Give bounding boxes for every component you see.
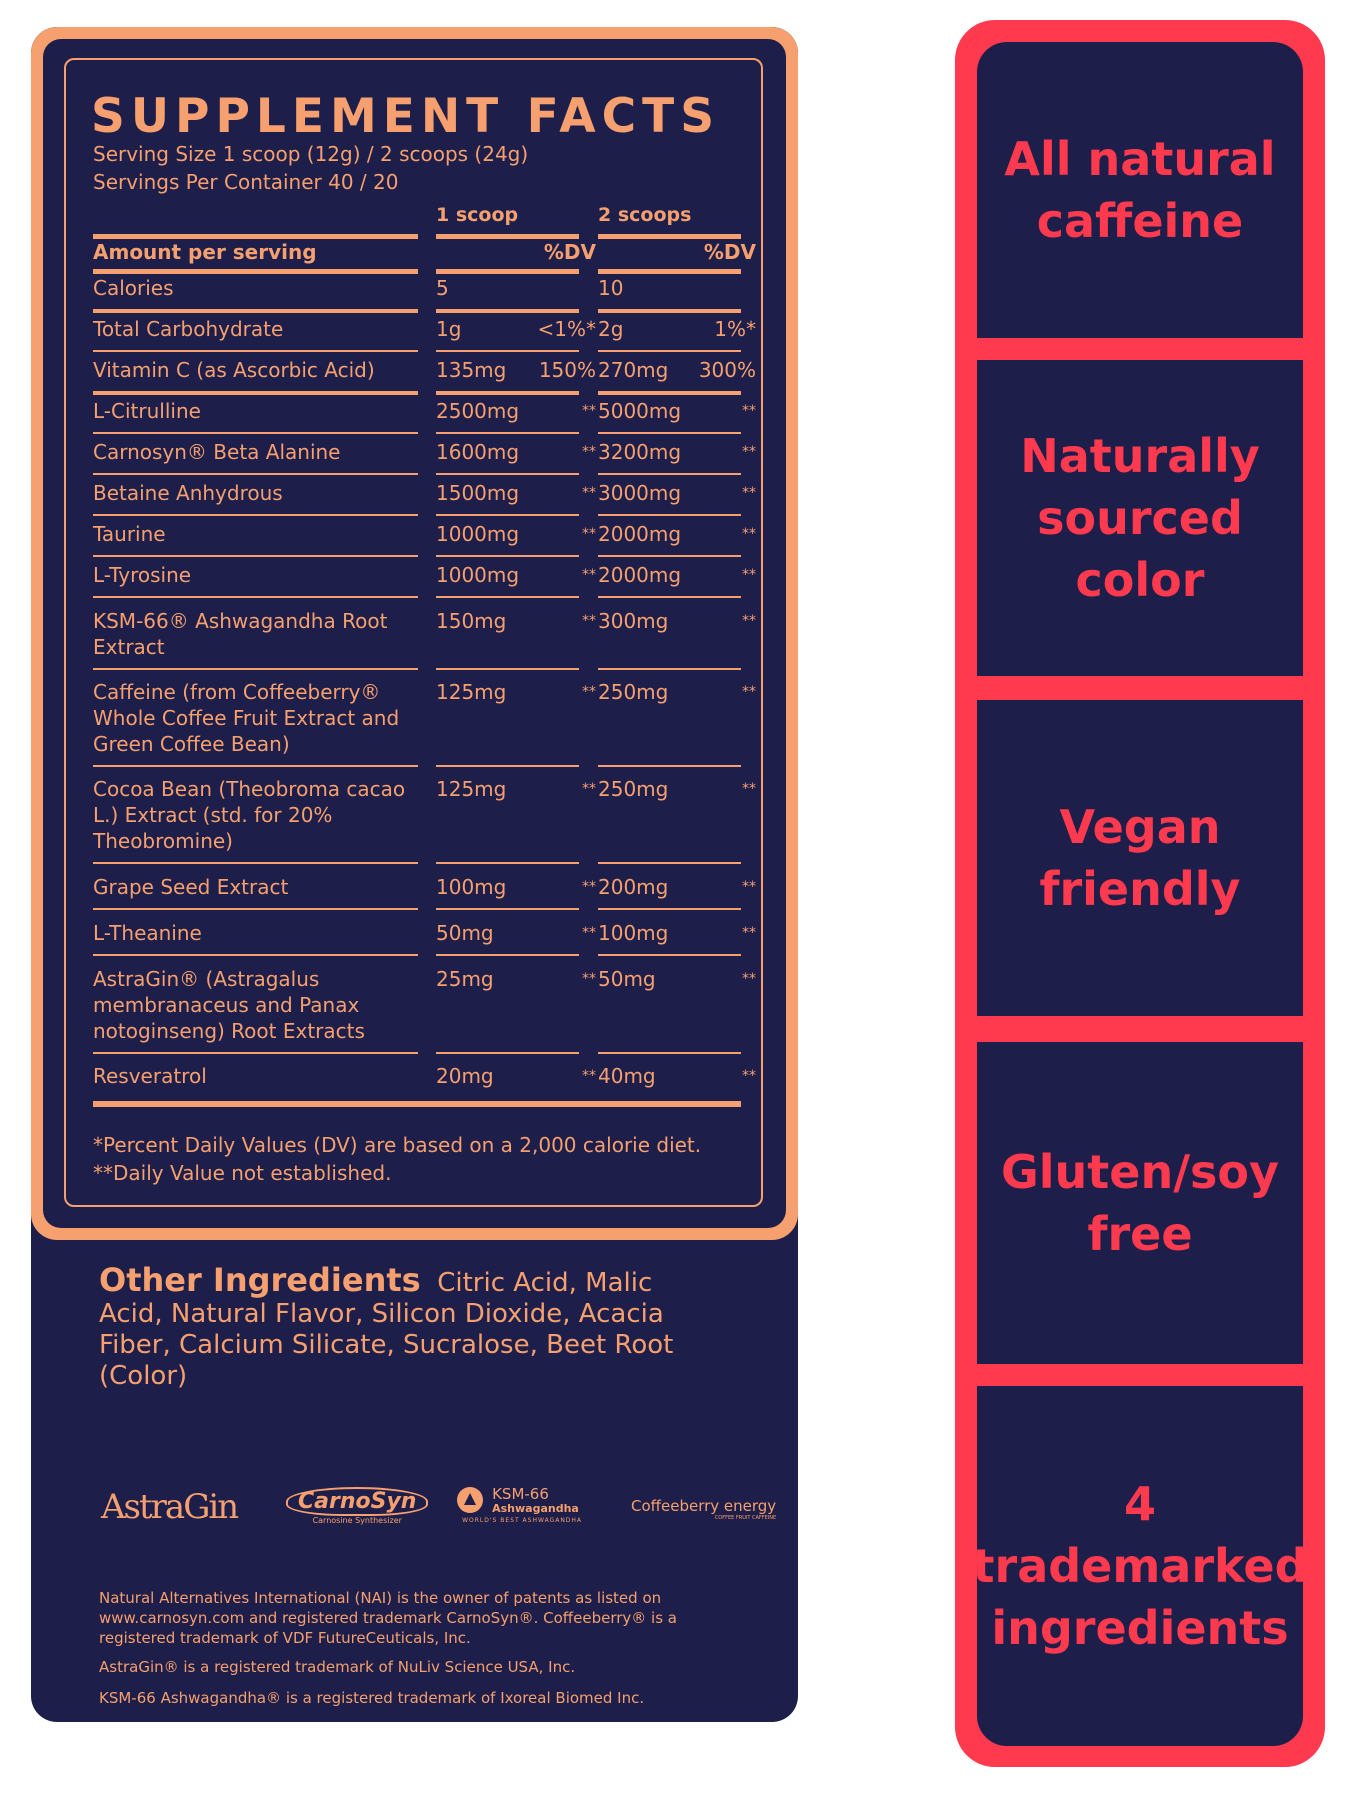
amount-1-scoop: 1g	[436, 317, 462, 341]
amount-1-scoop: 125mg	[436, 680, 507, 704]
row-divider	[598, 908, 741, 910]
amount-2-scoops: 10	[598, 276, 624, 300]
other-ingredients-title: Other Ingredients	[99, 1261, 421, 1299]
ksm66-line1: KSM-66	[492, 1485, 549, 1503]
row-divider	[436, 350, 579, 352]
ksm66-line2: Ashwagandha	[492, 1502, 579, 1515]
row-divider	[436, 862, 579, 864]
divider-thick	[436, 269, 579, 274]
row-divider	[598, 391, 741, 395]
other-ingredients	[99, 1261, 719, 1392]
dv-1-scoop: **	[582, 925, 596, 941]
row-divider	[436, 765, 579, 767]
supplement-label-panel	[31, 27, 798, 1722]
amount-2-scoops: 40mg	[598, 1064, 656, 1088]
badge-natural-caffeine	[977, 42, 1303, 338]
nutrient-name: Caffeine (from Coffeeberry® Whole Coffee Fruit Extract and Green Coffee Bean)	[93, 680, 400, 756]
carnosyn-logo	[286, 1487, 428, 1525]
amount-1-scoop: 20mg	[436, 1064, 494, 1088]
amount-2-scoops: 250mg	[598, 777, 669, 801]
dv-2-scoops: 300%	[698, 358, 756, 382]
dv-2-scoops: **	[742, 613, 756, 629]
badge-vegan	[977, 700, 1303, 1016]
nutrient-name: Betaine Anhydrous	[93, 481, 283, 505]
nutrient-name: Calories	[93, 276, 174, 300]
serving-size: Serving Size 1 scoop (12g) / 2 scoops (24g)	[93, 142, 529, 166]
nutrient-name: Total Carbohydrate	[93, 317, 284, 341]
row-divider	[436, 473, 579, 475]
dv-2-scoops: **	[742, 444, 756, 460]
carnosyn-wordmark: CarnoSyn	[286, 1487, 428, 1516]
row-divider	[598, 765, 741, 767]
dv-1-scoop: **	[582, 567, 596, 583]
badge-gluten-soy-free	[977, 1042, 1303, 1364]
amount-1-scoop: 25mg	[436, 967, 494, 991]
nutrient-name: Resveratrol	[93, 1064, 207, 1088]
nutrient-name: L-Tyrosine	[93, 563, 192, 587]
servings-per-container: Servings Per Container 40 / 20	[93, 170, 399, 194]
dv-2-scoops: **	[742, 781, 756, 797]
row-divider	[436, 309, 579, 313]
amount-1-scoop: 100mg	[436, 875, 507, 899]
coffeeberry-tagline: COFFEE FRUIT CAFFEINE	[714, 1515, 777, 1521]
nutrient-name: L-Citrulline	[93, 399, 201, 423]
dv-1-scoop: <1%*	[537, 317, 596, 341]
nutrient-name: Taurine	[93, 522, 166, 546]
row-divider	[93, 908, 418, 910]
amount-1-scoop: 50mg	[436, 921, 494, 945]
facts-title: SUPPLEMENT FACTS	[91, 89, 721, 144]
dv-1-scoop: **	[582, 684, 596, 700]
amount-1-scoop: 135mg	[436, 358, 507, 382]
amount-1-scoop: 1000mg	[436, 522, 520, 546]
divider-thick	[598, 269, 741, 274]
dv-1-scoop: 150%	[538, 358, 596, 382]
amount-2-scoops: 5000mg	[598, 399, 682, 423]
dv-1-scoop: **	[582, 971, 596, 987]
row-divider	[598, 668, 741, 670]
dv-2-scoops: **	[742, 403, 756, 419]
row-divider	[436, 514, 579, 516]
legal-text-ksm66: KSM-66 Ashwagandha® is a registered trademark of Ixoreal Biomed Inc.	[99, 1689, 645, 1707]
row-divider	[436, 1052, 579, 1054]
row-divider	[436, 908, 579, 910]
dv-2-scoops: **	[742, 684, 756, 700]
column-header-1-scoop: 1 scoop	[436, 204, 519, 226]
dv-2-scoops: **	[742, 971, 756, 987]
row-divider	[93, 350, 418, 352]
nutrient-name: Grape Seed Extract	[93, 875, 289, 899]
dv-2-scoops: **	[742, 485, 756, 501]
dv-label-2: %DV	[703, 240, 756, 264]
row-divider	[93, 862, 418, 864]
amount-1-scoop: 2500mg	[436, 399, 520, 423]
amount-2-scoops: 50mg	[598, 967, 656, 991]
row-divider	[93, 954, 418, 956]
amount-1-scoop: 150mg	[436, 609, 507, 633]
dv-2-scoops: **	[742, 567, 756, 583]
amount-per-serving-label: Amount per serving	[93, 240, 317, 264]
badge-label: Naturally sourced color	[1020, 429, 1260, 607]
column-header-2-scoops: 2 scoops	[598, 204, 692, 226]
amount-1-scoop: 1600mg	[436, 440, 520, 464]
amount-2-scoops: 2000mg	[598, 522, 682, 546]
nutrient-name: Cocoa Bean (Theobroma cacao L.) Extract (std. for 20% Theobromine)	[93, 777, 406, 853]
dv-2-scoops: **	[742, 526, 756, 542]
row-divider	[93, 555, 418, 557]
row-divider	[436, 555, 579, 557]
coffeeberry-wordmark: Coffeeberry energy	[631, 1497, 777, 1515]
badge-label: Vegan friendly	[1039, 800, 1241, 916]
row-divider	[598, 1052, 741, 1054]
badge-label: Gluten/soy free	[1001, 1145, 1279, 1261]
row-divider	[598, 350, 741, 352]
row-divider	[93, 391, 418, 395]
nutrient-name: L-Theanine	[93, 921, 202, 945]
dv-2-scoops: **	[742, 925, 756, 941]
amount-1-scoop: 1500mg	[436, 481, 520, 505]
row-divider	[93, 596, 418, 598]
carnosyn-tagline: Carnosine Synthesizer	[312, 1516, 402, 1525]
dv-label-1: %DV	[543, 240, 596, 264]
row-divider	[93, 668, 418, 670]
badge-trademarked-ingredients	[972, 1386, 1308, 1746]
astragin-logo: AstraGin	[101, 1487, 238, 1527]
row-divider	[93, 473, 418, 475]
amount-2-scoops: 3000mg	[598, 481, 682, 505]
nutrient-name: AstraGin® (Astragalus membranaceus and Panax notoginseng) Root Extracts	[93, 967, 365, 1043]
dv-2-scoops: **	[742, 1068, 756, 1084]
row-divider	[598, 432, 741, 434]
amount-2-scoops: 3200mg	[598, 440, 682, 464]
amount-2-scoops: 300mg	[598, 609, 669, 633]
row-divider	[436, 954, 579, 956]
coffeeberry-logo	[631, 1497, 776, 1521]
ksm66-logo	[457, 1487, 582, 1524]
row-divider	[436, 596, 579, 598]
dv-2-scoops: **	[742, 879, 756, 895]
dv-1-scoop: **	[582, 879, 596, 895]
amount-2-scoops: 100mg	[598, 921, 669, 945]
dv-1-scoop: **	[582, 485, 596, 501]
divider-bottom	[93, 1101, 741, 1107]
row-divider	[598, 555, 741, 557]
legal-text-nai: Natural Alternatives International (NAI) is the owner of patents as listed on www.carnosyn.com and registered trademark CarnoSyn®. Coffeeberry® is a registered trademark of VDF FutureCeuticals, Inc.	[99, 1589, 677, 1647]
dv-2-scoops: 1%*	[714, 317, 756, 341]
row-divider	[436, 668, 579, 670]
row-divider	[93, 1052, 418, 1054]
dv-1-scoop: **	[582, 526, 596, 542]
amount-1-scoop: 1000mg	[436, 563, 520, 587]
ksm66-wordmark	[462, 1485, 583, 1524]
row-divider	[598, 862, 741, 864]
amount-2-scoops: 270mg	[598, 358, 669, 382]
ksm66-leaf-icon	[457, 1487, 483, 1513]
row-divider	[436, 432, 579, 434]
row-divider	[598, 514, 741, 516]
row-divider	[598, 473, 741, 475]
footnote-not-established: **Daily Value not established.	[93, 1161, 392, 1185]
amount-2-scoops: 2000mg	[598, 563, 682, 587]
row-divider	[93, 514, 418, 516]
row-divider	[598, 596, 741, 598]
feature-badges-panel	[955, 20, 1325, 1767]
dv-1-scoop: **	[582, 613, 596, 629]
amount-2-scoops: 250mg	[598, 680, 669, 704]
divider-thick	[93, 269, 418, 274]
dv-1-scoop: **	[582, 403, 596, 419]
badge-natural-color	[977, 360, 1303, 676]
supplement-facts-card	[31, 27, 798, 1240]
footnote-dv: *Percent Daily Values (DV) are based on a 2,000 calorie diet.	[93, 1133, 702, 1157]
badge-label: 4 trademarked ingredients	[972, 1477, 1308, 1655]
row-divider	[598, 309, 741, 313]
dv-1-scoop: **	[582, 444, 596, 460]
amount-2-scoops: 200mg	[598, 875, 669, 899]
row-divider	[93, 765, 418, 767]
row-divider	[598, 954, 741, 956]
amount-1-scoop: 125mg	[436, 777, 507, 801]
supplement-facts-inner	[43, 39, 786, 1228]
row-divider	[93, 309, 418, 313]
amount-1-scoop: 5	[436, 276, 449, 300]
nutrient-name: Carnosyn® Beta Alanine	[93, 440, 341, 464]
nutrient-name: Vitamin C (as Ascorbic Acid)	[93, 358, 375, 382]
legal-text-astragin: AstraGin® is a registered trademark of NuLiv Science USA, Inc.	[99, 1658, 576, 1676]
ksm66-tagline: WORLD'S BEST ASHWAGANDHA	[462, 1517, 583, 1524]
dv-1-scoop: **	[582, 781, 596, 797]
badge-label: All natural caffeine	[1004, 132, 1276, 248]
row-divider	[436, 391, 579, 395]
other-ingredients-text: Citric Acid, Malic Acid, Natural Flavor, Silicon Dioxide, Acacia Fiber, Calcium Silicate, Sucralose, Beet Root (Color)	[99, 1268, 674, 1391]
amount-2-scoops: 2g	[598, 317, 624, 341]
dv-1-scoop: **	[582, 1068, 596, 1084]
nutrient-name: KSM-66® Ashwagandha Root Extract	[93, 609, 388, 659]
row-divider	[93, 432, 418, 434]
